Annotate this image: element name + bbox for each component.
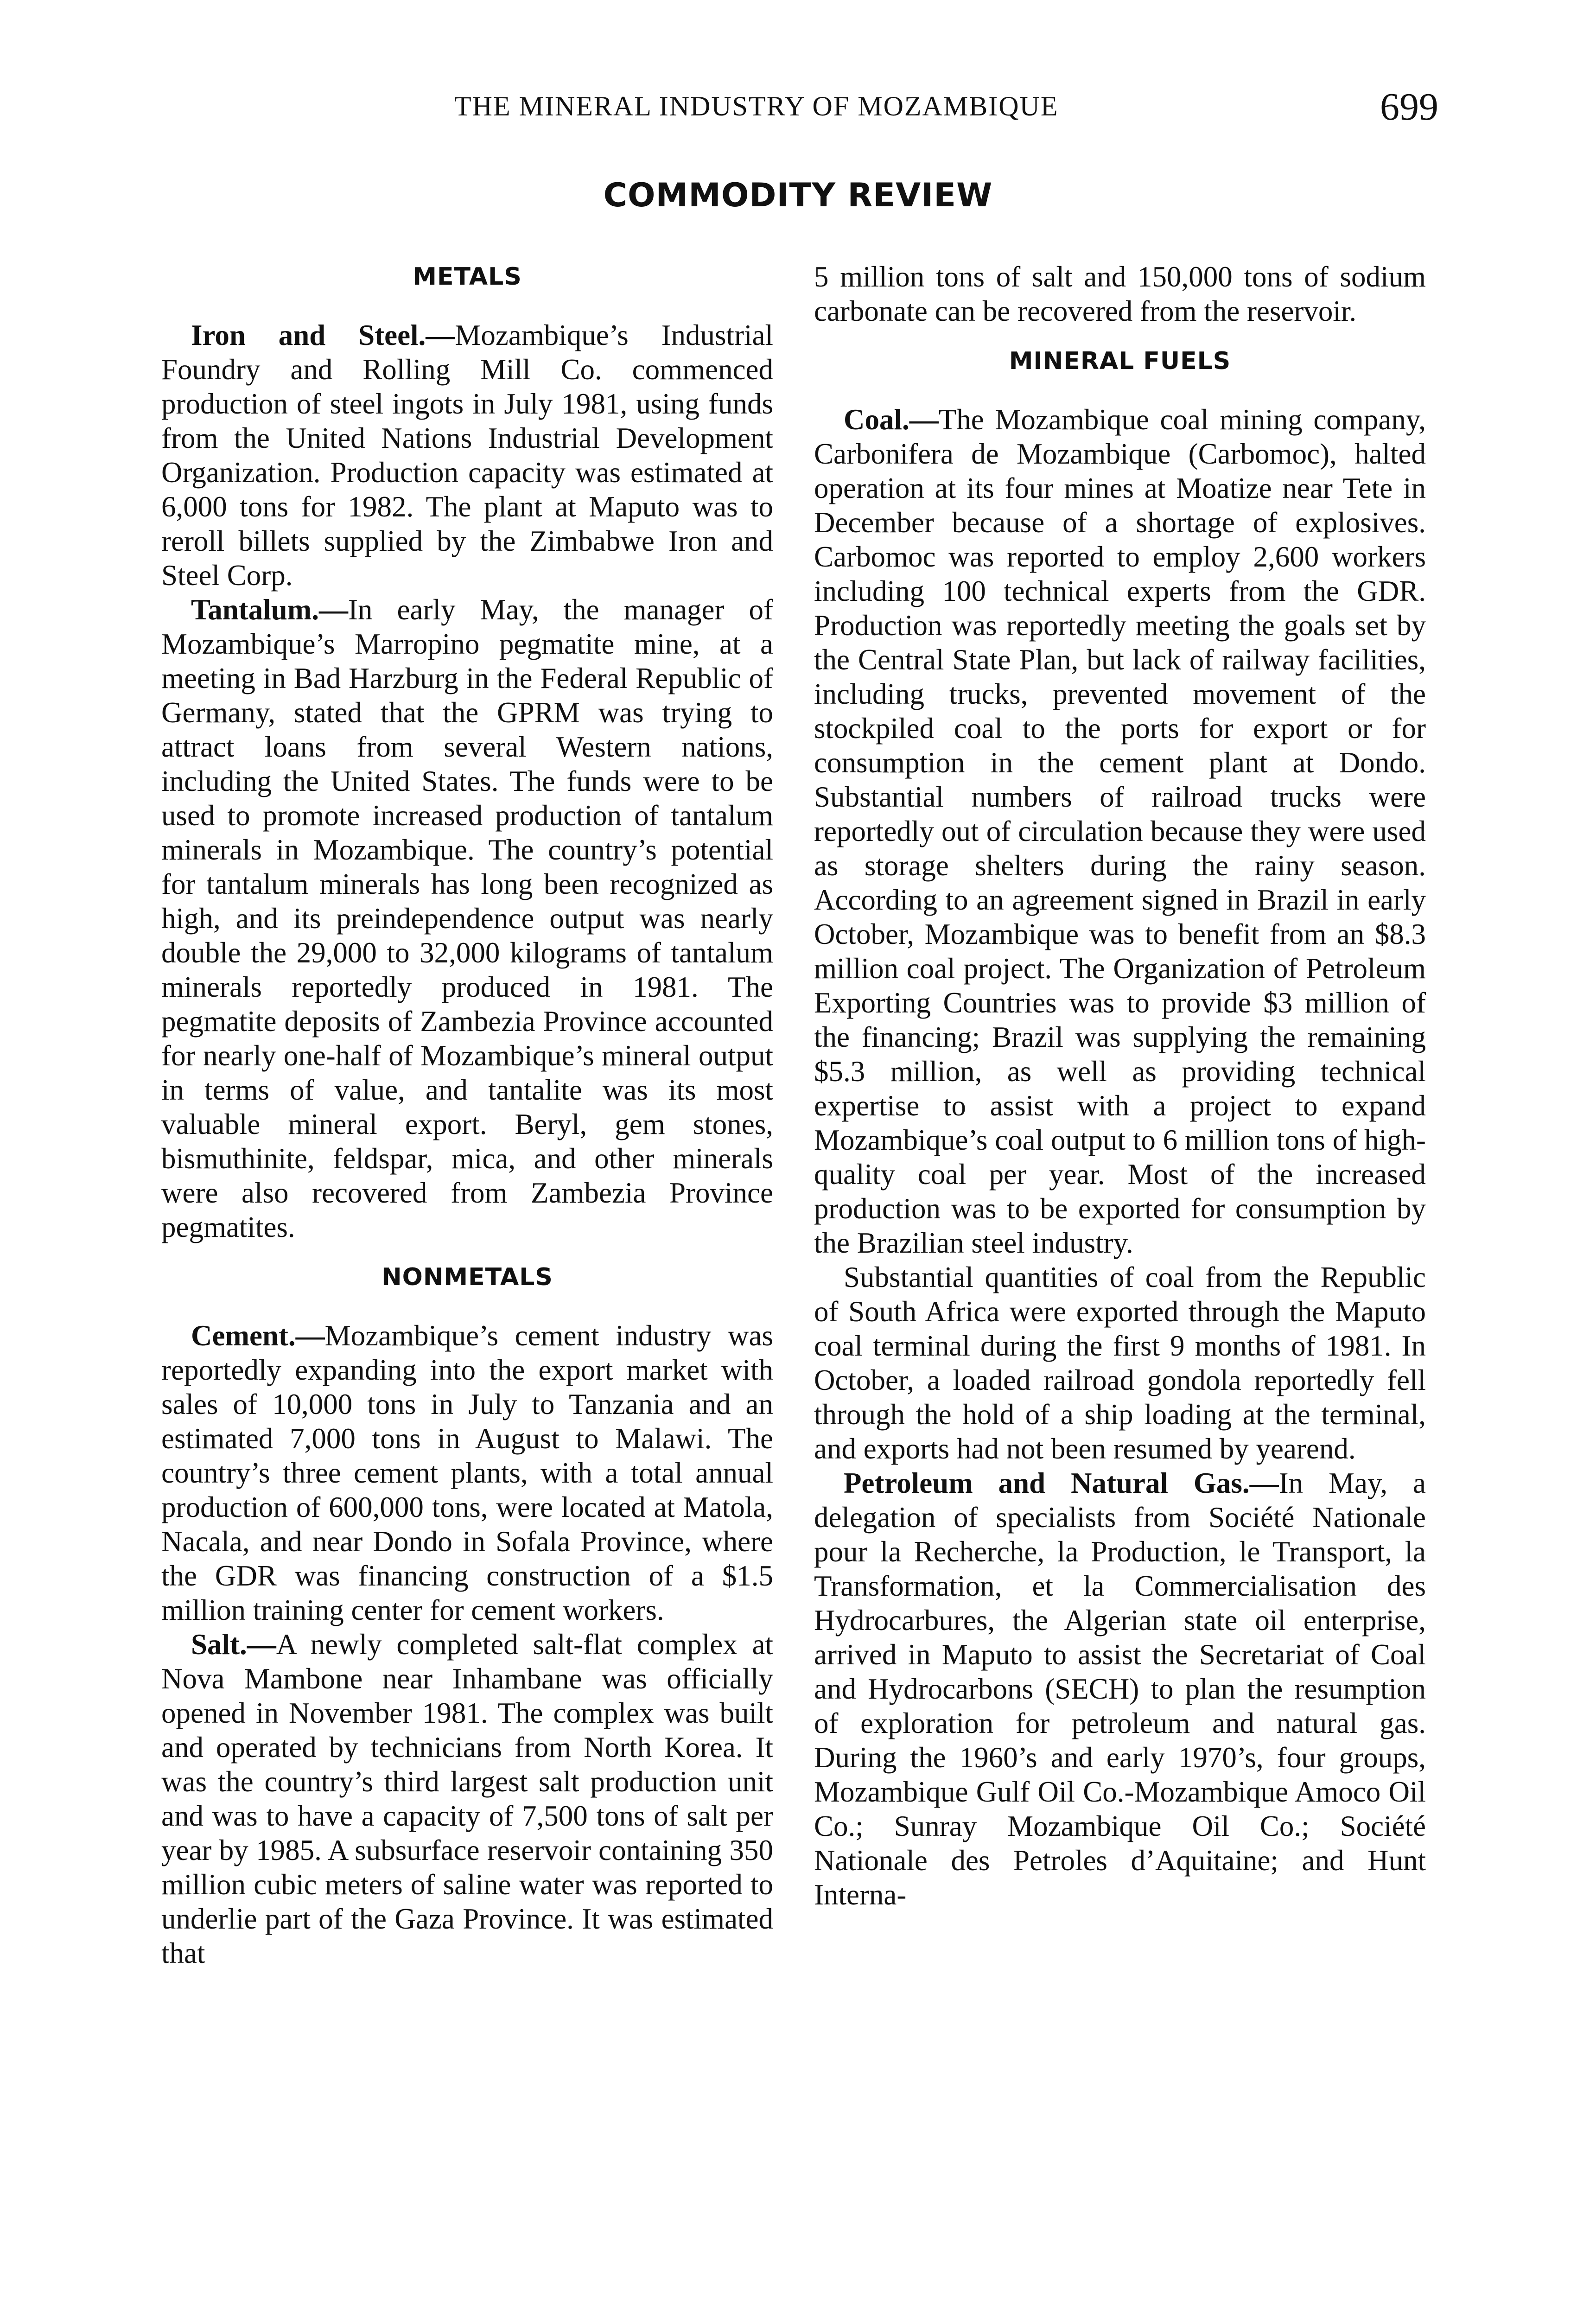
- tantalum-paragraph: [161, 592, 773, 1244]
- salt-lead: Salt.—: [191, 1628, 276, 1661]
- coal-paragraph-2: Substantial quantities of coal from the Republic of South Africa were exported through the Maputo coal terminal during the first 9 months of 1981. In October, a loaded railroad gondola reportedly fell through the hold of a ship loading at the terminal, and exports had not been resumed by yearend.: [814, 1261, 1426, 1465]
- tantalum-text: In early May, the manager of Mozambique’s Marropino pegmatite mine, at a meeting in Bad Harzburg in the Federal Republic of Germany, stated that the GPRM was trying to attract loans from several Western nations, including the United States. The funds were to be used to promote increased production of tantalum minerals in Mozambique. The country’s potential for tantalum minerals has long been recognized as high, and its preindependence output was nearly double the 29,000 to 32,000 kilograms of tantalum minerals reportedly produced in 1981. The pegmatite deposits of Zambezia Province accounted for nearly one-half of Mozambique’s mineral output in terms of value, and tantalite was its most valuable mineral export. Beryl, gem stones, bismuthinite, feldspar, mica, and other minerals were also recovered from Zambezia Province pegmatites.: [161, 593, 773, 1243]
- left-column: [161, 260, 773, 1970]
- salt-text: A newly completed salt-flat complex at Nova Mambone near Inhambane was officially opened in November 1981. The complex was built and operated by technicians from North Korea. It was the country’s third largest salt production unit and was to have a capacity of 7,500 tons of salt per year by 1985. A subsurface reservoir containing 350 million cubic meters of saline water was reported to underlie part of the Gaza Province. It was estimated that: [161, 1628, 773, 1969]
- coal-text: The Mozambique coal mining company, Carbonifera de Mozambique (Carbomoc), halted operation at its four mines at Moatize near Tete in December because of a shortage of explosives. Carbomoc was reported to employ 2,600 workers including 100 technical experts from the GDR. Production was reportedly meeting the goals set by the Central State Plan, but lack of railway facilities, including trucks, prevented movement of the stockpiled coal to the ports for export or for consumption in the cement plant at Dondo. Substantial numbers of railroad trucks were reportedly out of circulation because they were used as storage shelters during the rainy season. According to an agreement signed in Brazil in early October, Mozambique was to benefit from an $8.3 million coal project. The Organization of Petroleum Exporting Countries was to provide $3 million of the financing; Brazil was supplying the remaining $5.3 million, as well as providing technical expertise to assist with a project to expand Mozambique’s coal output to 6 million tons of high-quality coal per year. Most of the increased production was to be exported for consumption by the Brazilian steel industry.: [814, 403, 1426, 1259]
- page-number: 699: [1380, 85, 1438, 128]
- nonmetals-heading: NONMETALS: [382, 1263, 553, 1291]
- metals-heading: METALS: [413, 263, 522, 291]
- salt-continued-paragraph: 5 million tons of salt and 150,000 tons of sodium carbonate can be recovered from the reservoir.: [814, 261, 1426, 327]
- right-column: [814, 260, 1426, 1912]
- coal-paragraph: [814, 402, 1426, 1260]
- coal-lead: Coal.—: [844, 403, 939, 436]
- cement-lead: Cement.—: [191, 1319, 325, 1352]
- petroleum-paragraph: [814, 1466, 1426, 1912]
- iron-steel-text: Mozambique’s Industrial Foundry and Rolling Mill Co. commenced production of steel ingots in July 1981, using funds from the United Nations Industrial Development Organization. Production capacity was estimated at 6,000 tons for 1982. The plant at Maputo was to reroll billets supplied by the Zimbabwe Iron and Steel Corp.: [161, 319, 773, 592]
- petroleum-lead: Petroleum and Natural Gas.—: [844, 1467, 1279, 1499]
- mineral-fuels-heading: MINERAL FUELS: [1009, 347, 1231, 375]
- petroleum-text: In May, a delegation of specialists from Société Nationale pour la Recherche, la Production, le Transport, la Transformation, et la Commercialisation des Hydrocarbures, the Algerian state oil enterprise, arrived in Maputo to assist the Secretariat of Coal and Hydrocarbons (SECH) to plan the resumption of exploration for petroleum and natural gas. During the 1960’s and early 1970’s, four groups, Mozambique Gulf Oil Co.-Mozambique Amoco Oil Co.; Sunray Mozambique Oil Co.; Société Nationale des Petroles d’Aquitaine; and Hunt Interna-: [814, 1467, 1426, 1911]
- cement-text: Mozambique’s cement industry was reportedly expanding into the export market with sales of 10,000 tons in July to Tanzania and an estimated 7,000 tons in August to Malawi. The country’s three cement plants, with a total annual production of 600,000 tons, were located at Matola, Nacala, and near Dondo in Sofala Province, where the GDR was financing construction of a $1.5 million training center for cement workers.: [161, 1319, 773, 1626]
- section-title: COMMODITY REVIEW: [603, 176, 993, 214]
- salt-paragraph: [161, 1627, 773, 1970]
- tantalum-lead: Tantalum.—: [191, 593, 349, 626]
- iron-steel-lead: Iron and Steel.—: [191, 319, 455, 351]
- iron-steel-paragraph: [161, 318, 773, 592]
- cement-paragraph: [161, 1318, 773, 1627]
- running-head: THE MINERAL INDUSTRY OF MOZAMBIQUE: [454, 91, 1059, 121]
